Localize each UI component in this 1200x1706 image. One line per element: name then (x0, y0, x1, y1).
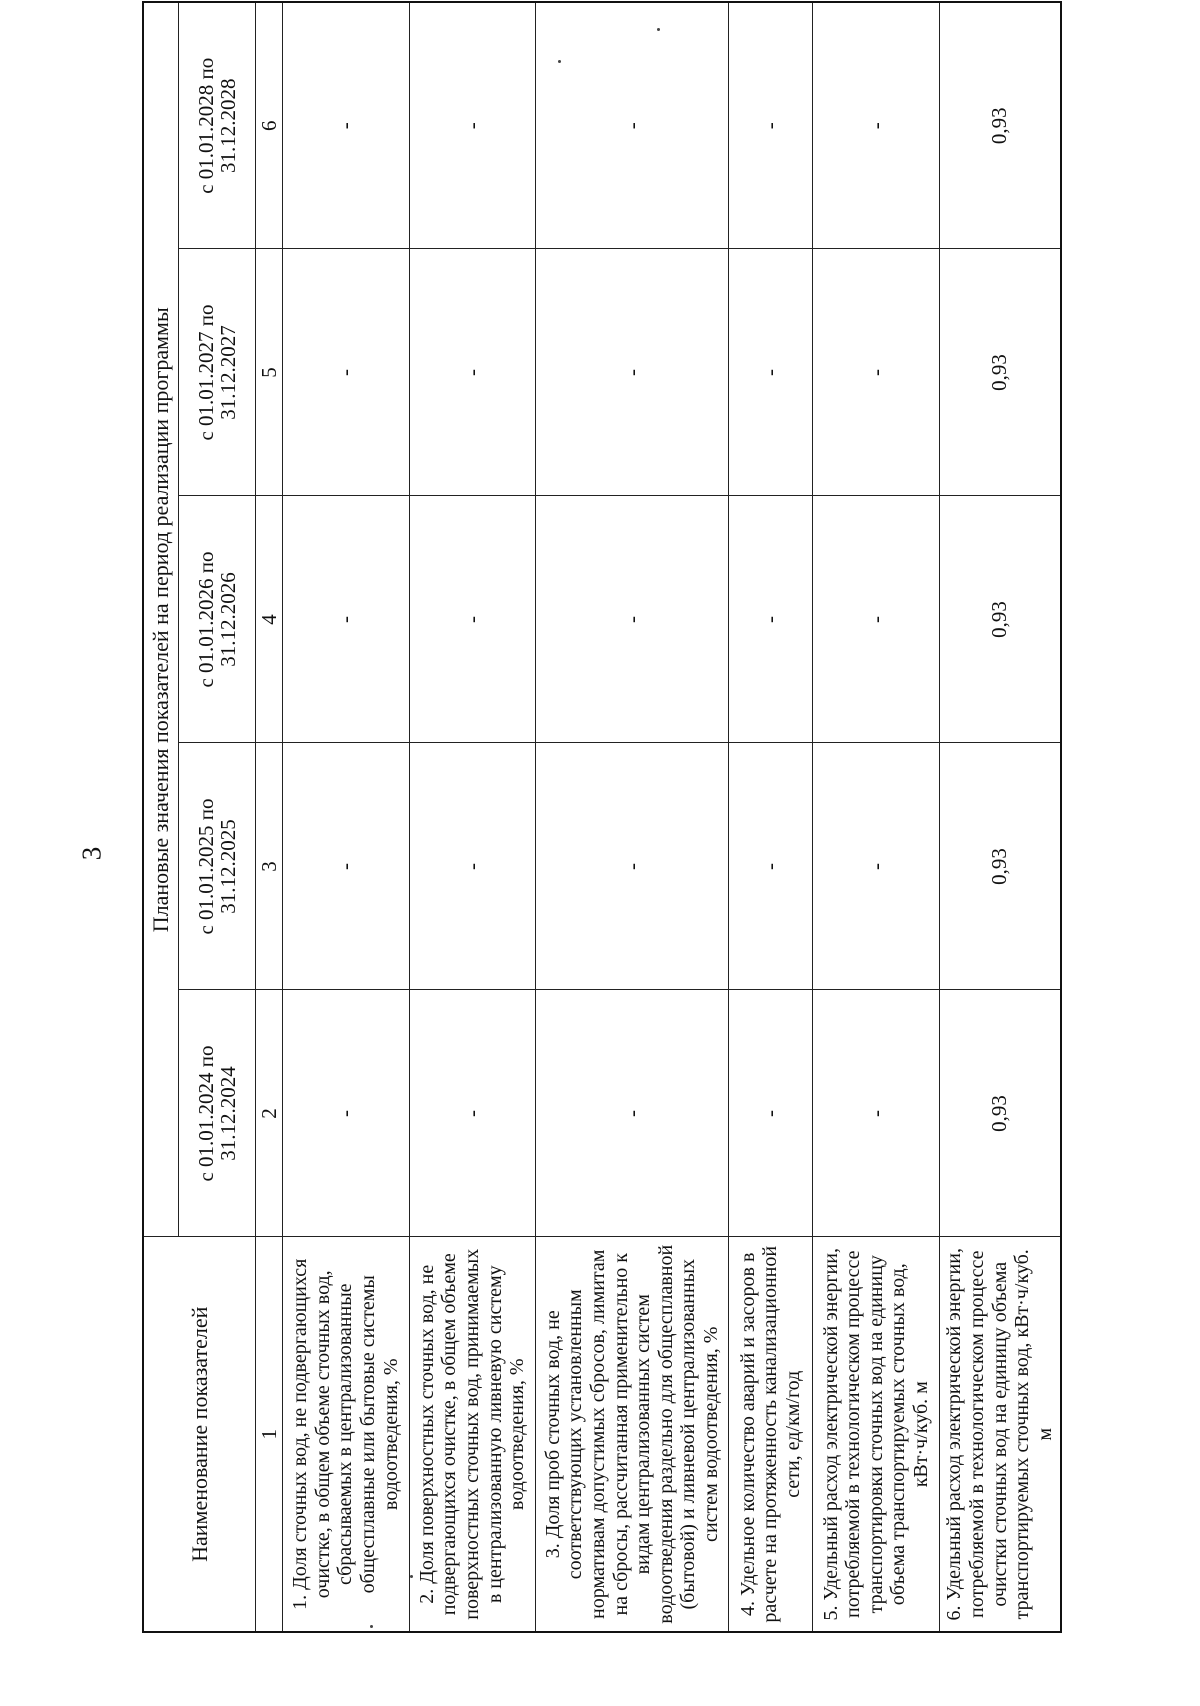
indicator-value: - (536, 249, 729, 496)
planned-values-header: Плановые значения показателей на период реализации программы (143, 2, 179, 1237)
period-header: с 01.01.2026 по 31.12.2026 (179, 496, 256, 743)
indicator-name: 4. Удельное количество аварий и засоров в расчете на протяженность канализационной сети, ед/км/год (729, 1237, 813, 1632)
indicators-table (142, 1, 1062, 1633)
column-number-row (256, 2, 283, 1632)
indicator-value: - (409, 990, 536, 1237)
column-number: 3 (256, 743, 283, 990)
column-number: 1 (256, 1237, 283, 1632)
indicator-value: 0,93 (939, 990, 1061, 1237)
indicator-value: - (283, 249, 410, 496)
period-header: с 01.01.2025 по 31.12.2025 (179, 743, 256, 990)
indicator-value: - (283, 496, 410, 743)
indicator-value: - (729, 990, 813, 1237)
indicator-name: 5. Удельный расход электрической энергии, потребляемой в технологическом процессе транспортировки сточных вод на единицу объема транспортируемых сточных вод, кВт·ч/куб. м (813, 1237, 940, 1632)
indicator-value: 0,93 (939, 249, 1061, 496)
indicator-name: 6. Удельный расход электрической энергии, потребляемой в технологическом процессе очистки сточных вод на единицу объема транспортируемых сточных вод, кВт·ч/куб. м (939, 1237, 1061, 1632)
indicator-value: - (536, 496, 729, 743)
page-number: 3 (76, 846, 107, 861)
table-row (409, 2, 536, 1632)
indicator-name: 2. Доля поверхностных сточных вод, не подвергающихся очистке, в общем объеме поверхностных сточных вод, принимаемых в централизованную ливневую систему водоотведения, % (409, 1237, 536, 1632)
indicator-value: - (283, 2, 410, 249)
indicator-value: 0,93 (939, 496, 1061, 743)
indicator-value: 0,93 (939, 2, 1061, 249)
indicator-value: - (409, 249, 536, 496)
indicator-value: - (536, 2, 729, 249)
period-header: с 01.01.2028 по 31.12.2028 (179, 2, 256, 249)
indicators-table-rotated (142, 3, 1062, 1633)
column-number: 6 (256, 2, 283, 249)
indicator-value: 0,93 (939, 743, 1061, 990)
indicator-name: 3. Доля проб сточных вод, не соответствующих установленным нормативам допустимых сбросов, лимитам на сбросы, рассчитанная применительно к видам централизованных систем водоотведения раздельно для общесплавной (бытовой) и ливневой централизованных систем водоотведения, % (536, 1237, 729, 1632)
indicator-value: - (536, 990, 729, 1237)
table-row (536, 2, 729, 1632)
indicator-value: - (409, 496, 536, 743)
indicator-value: - (409, 743, 536, 990)
column-number: 2 (256, 990, 283, 1237)
indicator-value: - (813, 743, 940, 990)
indicator-value: - (729, 2, 813, 249)
indicator-value: - (283, 743, 410, 990)
indicator-name: 1. Доля сточных вод, не подвергающихся очистке, в общем объеме сточных вод, сбрасываемых в централизованные общесплавные или бытовые системы водоотведения, % (283, 1237, 410, 1632)
indicator-value: - (729, 496, 813, 743)
indicator-value: - (729, 249, 813, 496)
table-row (939, 2, 1061, 1632)
indicator-value: - (729, 743, 813, 990)
indicator-value: - (813, 249, 940, 496)
indicator-value: - (283, 990, 410, 1237)
table-row (729, 2, 813, 1632)
indicator-value: - (813, 2, 940, 249)
period-header: с 01.01.2027 по 31.12.2027 (179, 249, 256, 496)
table-row (813, 2, 940, 1632)
indicator-value: - (536, 743, 729, 990)
column-number: 4 (256, 496, 283, 743)
indicator-value: - (813, 496, 940, 743)
column-number: 5 (256, 249, 283, 496)
indicator-value: - (409, 2, 536, 249)
indicator-name-header: Наименование показателей (143, 1237, 256, 1632)
indicator-value: - (813, 990, 940, 1237)
table-row (283, 2, 410, 1632)
period-header: с 01.01.2024 по 31.12.2024 (179, 990, 256, 1237)
